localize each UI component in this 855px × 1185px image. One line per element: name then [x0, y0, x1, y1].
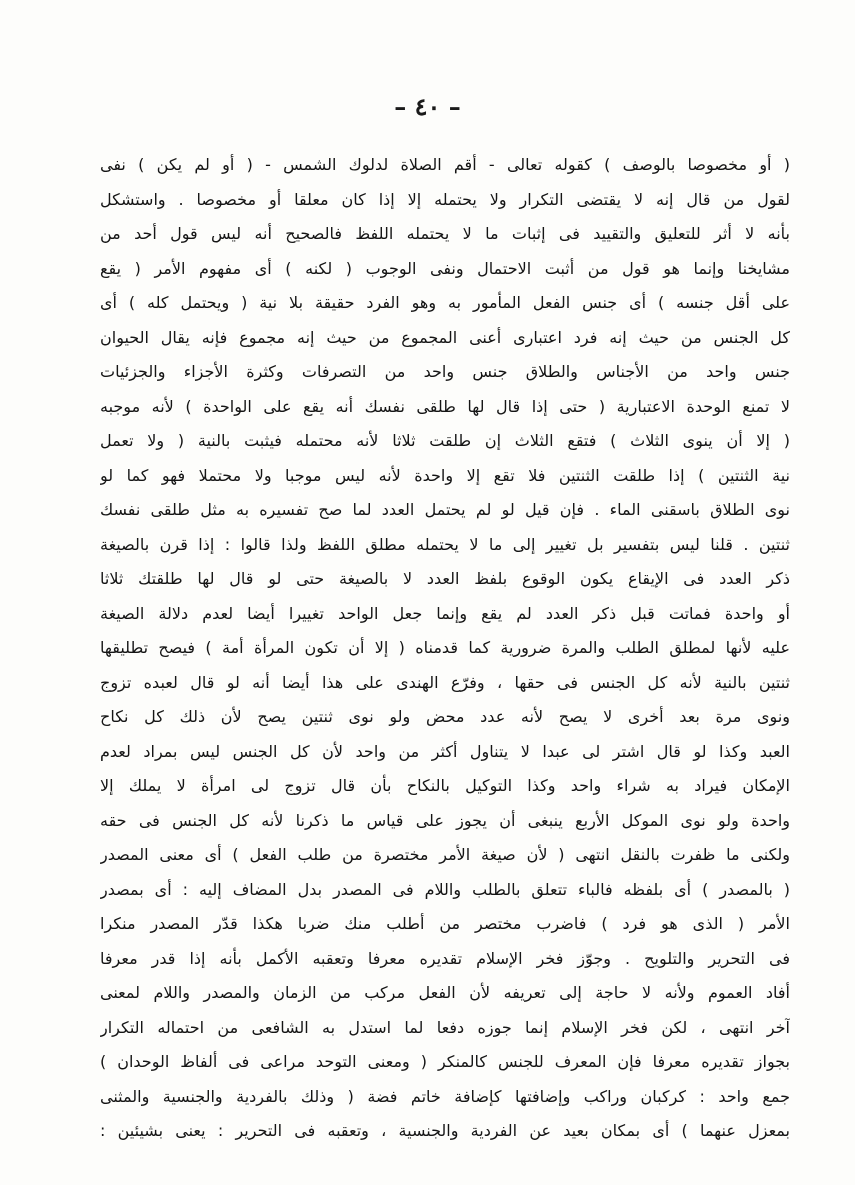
- text-line: العبد وكذا لو قال اشتر لى عبدا لا يتناول أكثر من واحد لأن كل الجنس ليس بمراد لعدم: [100, 741, 790, 761]
- text-line: نية الثنتين ) إذا طلقت الثنتين فلا تقع إلا واحدة لأنه ليس موجبا ولا محتملا فهو كما لو: [100, 465, 790, 485]
- text-line: على أقل جنسه ) أى جنس الفعل المأمور به وهو الفرد حقيقة بلا نية ( ويحتمل كله ) أى: [100, 293, 790, 312]
- text-line: آخر انتهى ، لكن فخر الإسلام إنما جوزه دفعا لما استدل به الشافعى من احتماله التكرار: [100, 1017, 790, 1037]
- text-line: ونوى مرة بعد أخرى لا يصح لأنه عدد محض ولو نوى ثنتين يصح لأن ذلك كل نكاح: [100, 707, 790, 726]
- text-line: كل الجنس من حيث إنه فرد اعتبارى أعنى المجموع من حيث إنه مجموع فإنه يقال الحيوان: [100, 327, 790, 347]
- text-line: ( إلا أن ينوى الثلاث ) فتقع الثلاث إن طلقت ثلاثا لأنه محتمله فيثبت بالنية ( ولا تعمل: [100, 431, 790, 450]
- body-text: [100, 148, 790, 1149]
- text-line: بأنه لا أثر للتعليق والتقييد فى إثبات ما لا يحتمله اللفظ فالصحيح أنه ليس قول أحد من: [100, 224, 790, 243]
- text-line: أو واحدة فماتت قبل ذكر العدد لم يقع وإنما جعل الواحد تغييرا أيضا لعدم دلالة الصيغة: [100, 603, 790, 623]
- text-line: مشايخنا وإنما هو قول من أثبت الاحتمال ونفى الوجوب ( لكنه ) أى مفهوم الأمر ( يقع: [100, 258, 790, 278]
- text-line: ثنتين بالنية لأنه كل الجنس فى حقها ، وفرّع الهندى على هذا أيضا أنه لو قال لعبده تزوج: [100, 672, 790, 692]
- text-line: ثنتين . قلنا ليس بتفسير بل تغيير إلى ما لا يحتمله مطلق اللفظ ولذا قالوا : إذا قرن بالصيغة: [100, 534, 790, 554]
- text-line: لا تمنع الوحدة الاعتبارية ( حتى إذا قال لها طلقى نفسك أنه يقع على الواحدة ) لأنه موجبه: [100, 396, 790, 416]
- text-line: بجواز تقديره معرفا فإن المعرف للجنس كالمنكر ( ومعنى التوحد مراعى فى ألفاظ الوحدان ): [100, 1052, 790, 1071]
- text-line: الإمكان فيراد به شراء واحد وكذا التوكيل بالنكاح بأن قال تزوج لى امرأة لا يملك إلا: [100, 776, 790, 795]
- text-line: أفاد العموم ولأنه لا حاجة إلى تعريفه لأن الفعل مركب من الزمان والمصدر واللام لمعنى: [100, 983, 790, 1002]
- text-line: عليه لأنها لمطلق الطلب والمرة ضرورية كما قدمناه ( إلا أن تكون المرأة أمة ) فيصح تطليقها: [100, 638, 790, 657]
- text-line: نوى الطلاق باسقنى الماء . فإن قيل لو لم يحتمل العدد لما صح تفسيره به مثل طلقى نفسك: [100, 500, 790, 519]
- text-line: الأمر ( الذى هو فرد ) فاضرب مختصر من أطلب منك ضربا هكذا قدّر المصدر منكرا: [100, 914, 790, 933]
- text-line: لقول من قال إنه لا يقتضى التكرار ولا يحتمله إلا إذا كان معلقا أو مخصوصا . واستشكل: [100, 189, 790, 209]
- text-line: ذكر العدد فى الإيقاع يكون الوقوع بلفظ العدد لا بالصيغة حتى لو قال لها طلقتك ثلاثا: [100, 569, 790, 588]
- text-line: ولكنى ما ظفرت بالنقل انتهى ( لأن صيغة الأمر مختصرة من طلب الفعل ) أى معنى المصدر: [100, 845, 790, 864]
- text-line: فى التحرير والتلويح . وجوّز فخر الإسلام تقديره معرفا وتعقبه الأكمل بأنه إذا قدر معرفا: [100, 948, 790, 968]
- text-line: واحدة ولو نوى الموكل الأربع ينبغى أن يجوز على قياس ما ذكرنا لأنه كل الجنس فى حقه: [100, 810, 790, 830]
- text-line: جمع واحد : كركبان وراكب وإضافتها كإضافة خاتم فضة ( وذلك بالفردية والجنسية والمثنى: [100, 1086, 790, 1106]
- text-line: بمعزل عنهما ) أى بمكان بعيد عن الفردية والجنسية ، وتعقبه فى التحرير : يعنى بشيئين :: [100, 1121, 790, 1140]
- text-line: ( أو مخصوصا بالوصف ) كقوله تعالى - أقم الصلاة لدلوك الشمس - ( أو لم يكن ) نفى: [100, 155, 790, 174]
- text-line: جنس واحد من الأجناس والطلاق جنس واحد من التصرفات وكثرة الأجزاء والجزئيات: [100, 362, 790, 381]
- page-number: – ٤٠ –: [394, 92, 461, 121]
- text-line: ( بالمصدر ) أى بلفظه فالباء تتعلق بالطلب واللام فى المصدر بدل المضاف إليه : أى بمصدر: [100, 879, 790, 899]
